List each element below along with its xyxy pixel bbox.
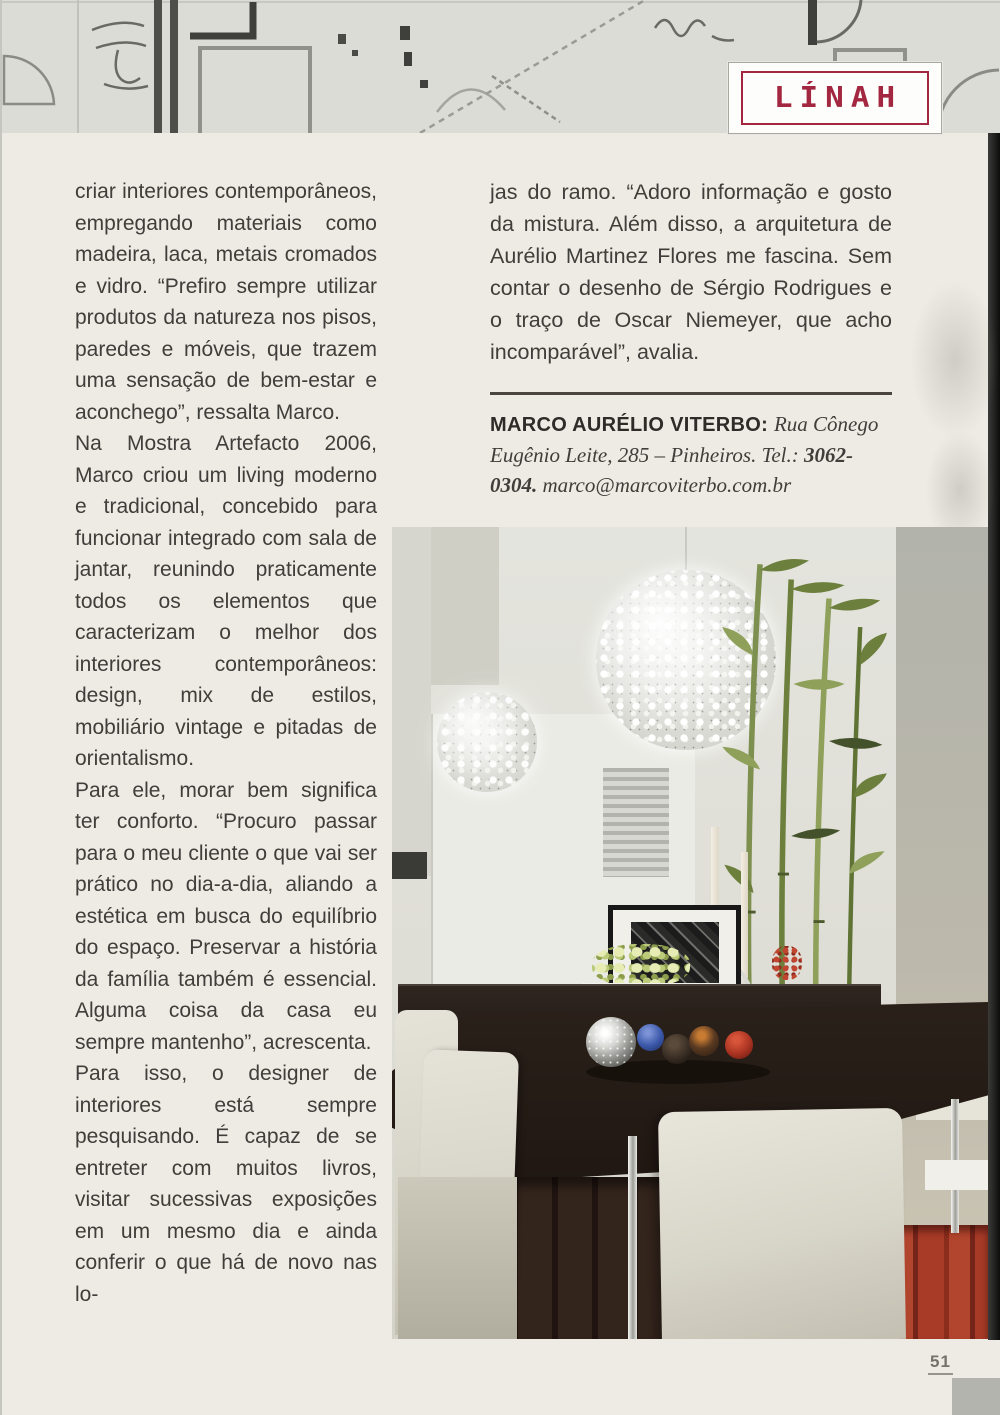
red-flowers xyxy=(772,946,802,980)
dark-object xyxy=(392,852,427,880)
article-paragraph: criar interiores contemporâneos, empregando materiais como madeira, laca, metais cromados e vidro. “Prefiro sempre utilizar produtos da natureza nos pisos, paredes e móveis, que trazem uma sensação de bem-estar e aconchego”, ressalta Marco. xyxy=(75,180,377,424)
scan-corner-artifact xyxy=(952,1378,1000,1415)
wall-panel xyxy=(392,527,431,876)
chair-seat xyxy=(925,1160,988,1189)
chrome-chair-leg xyxy=(628,1136,637,1339)
contact-block xyxy=(490,409,892,500)
scan-smudge xyxy=(910,280,1000,440)
linah-logo-text: LÍNAH xyxy=(773,81,903,115)
flower-arrangement xyxy=(592,944,690,986)
article-paragraph: Na Mostra Artefacto 2006, Marco criou um living moderno e tradicional, concebido para funcionar integrado com sala de jantar, reunindo praticamente todos os elementos que caracterizam o melhor dos interiores contemporâneos: design, mix de estilos, mobiliário vintage e pitadas de orientalismo. xyxy=(75,432,377,770)
chair-seat xyxy=(398,1177,517,1339)
contact-phone: 3062-0304. xyxy=(490,443,854,497)
contact-address: Rua Cônego Eugênio Leite, 285 – Pinheiros. Tel.: xyxy=(490,412,879,467)
contact-email: marco@marcoviterbo.com.br xyxy=(542,473,792,497)
page-number: 51 xyxy=(928,1352,953,1375)
contact-separator: : xyxy=(761,414,774,436)
article-paragraph: Para ele, morar bem significa ter conforto. “Procuro passar para o meu cliente o que vai ser prático no dia-a-dia, aliando a estética em busca do equilíbrio do espaço. Preservar a história da família também é essencial. Alguma coisa da casa eu sempre mantenho”, acrescenta. xyxy=(75,778,377,1054)
blinds-reflection xyxy=(603,768,669,877)
crystal-chandelier-reflection xyxy=(437,692,537,792)
red-sphere xyxy=(725,1031,753,1059)
dining-room-photo xyxy=(392,527,988,1339)
dark-sphere xyxy=(662,1034,692,1064)
blue-sphere xyxy=(637,1024,664,1051)
article-left-column xyxy=(75,176,377,1310)
article-paragraph: Para isso, o designer de interiores está sempre pesquisando. É capaz de se entreter com muitos livros, visitar sucessivas exposições em um mesmo dia e ainda conferir o que há de novo nas lo- xyxy=(75,1062,377,1306)
contact-divider xyxy=(490,392,892,395)
contact-name: MARCO AURÉLIO VITERBO xyxy=(490,414,762,436)
wall-panel xyxy=(896,527,988,1242)
page-left-edge xyxy=(0,0,2,1415)
article-paragraph: jas do ramo. “Adoro informação e gosto da mistura. Além disso, a arquitetura de Aurélio Martinez Flores me fascina. Sem contar o desenho de Sérgio Rodrigues e o traço de Oscar Niemeyer, que acho incomparável”, avalia. xyxy=(490,180,892,364)
linah-logo xyxy=(728,62,942,134)
mirrored-sphere xyxy=(586,1017,636,1067)
dining-chair-front xyxy=(658,1108,906,1339)
linah-logo-border xyxy=(741,71,929,125)
speckled-sphere xyxy=(689,1026,719,1056)
article-right-column xyxy=(490,176,892,500)
